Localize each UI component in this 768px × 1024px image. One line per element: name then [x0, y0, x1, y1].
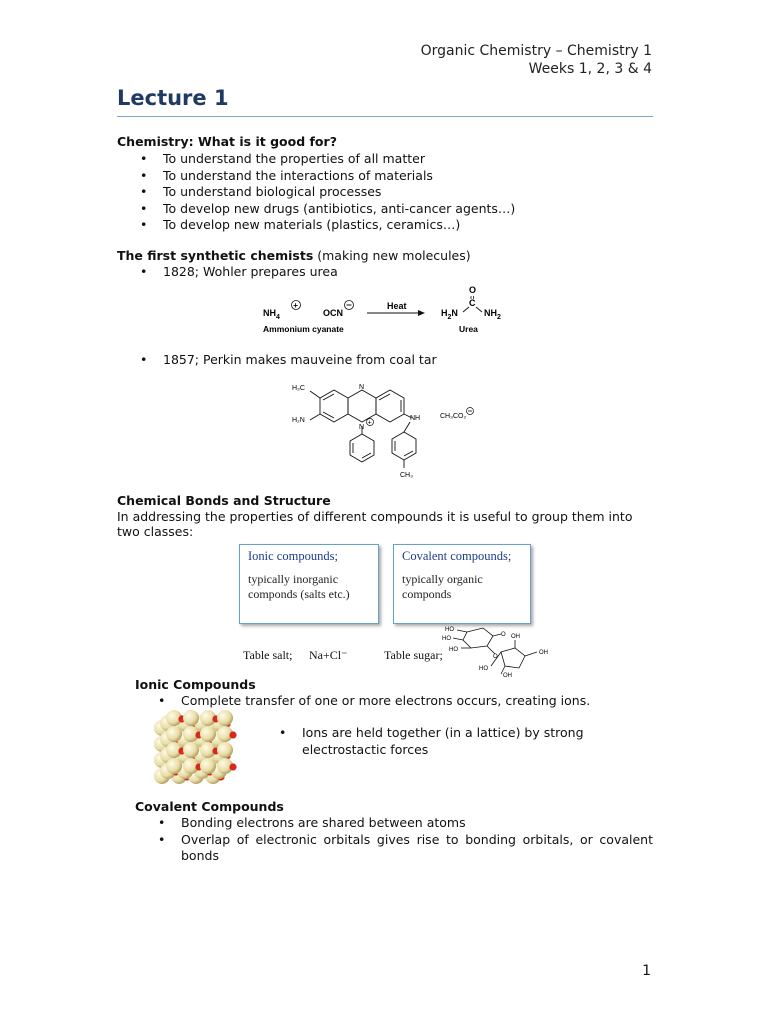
list-item: • To understand the properties of all matter	[117, 151, 657, 168]
svg-text:OH: OH	[539, 650, 548, 656]
label-ch3-top: H₃C	[292, 385, 305, 392]
covalent-box-title: Covalent compounds;	[402, 549, 512, 563]
list-item: • Ions are held together (in a lattice) by strong electrostactic forces	[256, 725, 636, 758]
product-nh2-right: $NH_2$	[484, 308, 501, 321]
label-acetate: CH₃CO₂	[440, 413, 467, 420]
page-number: 1	[642, 963, 651, 979]
header-weeks: Weeks 1, 2, 3 & 4	[528, 61, 652, 77]
ionic-list-1	[135, 693, 655, 710]
product-oxygen: O	[469, 285, 477, 295]
svg-text:O: O	[501, 632, 506, 638]
product-carbon: C	[469, 298, 476, 308]
table-salt-label: Table salt;	[243, 648, 293, 662]
section2-heading-rest: (making new molecules)	[313, 248, 471, 263]
list-item: • To develop new drugs (antibiotics, anti-cancer agents…)	[117, 201, 657, 218]
reactant-ammonium: $NH_4$	[263, 308, 280, 321]
svg-text:HO: HO	[445, 627, 454, 633]
section3-heading: Chemical Bonds and Structure	[117, 493, 331, 508]
svg-text:OH: OH	[503, 673, 512, 679]
list-item: • To understand biological processes	[117, 184, 657, 201]
label-n-plus: N	[359, 424, 365, 431]
section1-heading: Chemistry: What is it good for?	[117, 134, 337, 149]
product-nh2-left: $H_2N$	[441, 308, 458, 321]
svg-text:+: +	[367, 419, 372, 427]
section2-heading-bold: The first synthetic chemists	[117, 248, 314, 263]
section2-list-2	[117, 352, 657, 369]
page-title: Lecture 1	[117, 86, 229, 110]
svg-text:O: O	[493, 654, 498, 660]
svg-text:OH: OH	[511, 634, 520, 640]
ionic-box-title: Ionic compounds;	[248, 549, 338, 563]
list-item: • Overlap of electronic orbitals gives rise to bonding orbitals, or covalent bonds	[135, 832, 653, 865]
section2-heading	[117, 248, 471, 263]
list-item: • To develop new materials (plastics, ceramics…)	[117, 217, 657, 234]
covalent-box-line1: typically organic	[402, 572, 483, 586]
table-sugar-label: Table sugar;	[384, 648, 443, 662]
svg-text:HO: HO	[449, 647, 458, 653]
covalent-box	[393, 544, 531, 624]
list-item: • Complete transfer of one or more electrons occurs, creating ions.	[135, 693, 655, 710]
list-item: • To understand the interactions of materials	[117, 168, 657, 185]
section1-list	[117, 151, 657, 234]
covalent-heading: Covalent Compounds	[135, 799, 284, 814]
ionic-heading: Ionic Compounds	[135, 677, 256, 692]
ionic-box	[239, 544, 379, 624]
sucrose-structure-diagram	[441, 622, 555, 678]
list-item: • 1828; Wohler prepares urea	[117, 264, 657, 281]
nacl-formula: Na+Cl⁻	[309, 648, 348, 662]
list-item: • Bonding electrons are shared between atoms	[135, 815, 653, 832]
product-name: Urea	[459, 324, 478, 334]
section3-intro: In addressing the properties of different compounds it is useful to group them into two classes:	[117, 509, 633, 539]
reactant-name: Ammonium cyanate	[263, 324, 344, 334]
reactant-cyanate: OCN	[323, 308, 343, 318]
compound-classes-figure	[233, 540, 555, 680]
svg-text:HO: HO	[442, 636, 451, 642]
list-item: • 1857; Perkin makes mauveine from coal tar	[117, 352, 657, 369]
header-course: Organic Chemistry – Chemistry 1	[420, 43, 652, 59]
section2-list-1	[117, 264, 657, 281]
ionic-box-line2: componds (salts etc.)	[248, 587, 350, 601]
label-nh: NH	[410, 415, 421, 422]
ionic-lattice-image	[150, 714, 242, 796]
svg-text:+: +	[293, 301, 298, 310]
label-ch3-bottom: CH₃	[400, 472, 413, 479]
arrow-label: Heat	[387, 301, 407, 311]
ionic-box-line1: typically inorganic	[248, 572, 339, 586]
label-n-top: N	[359, 384, 365, 391]
covalent-list	[135, 815, 653, 865]
title-rule	[117, 116, 653, 117]
urea-reaction-diagram	[255, 285, 525, 338]
ionic-list-2	[256, 725, 636, 758]
mauveine-structure-diagram	[290, 378, 480, 483]
label-nh2: H₂N	[292, 417, 305, 424]
svg-text:HO: HO	[479, 666, 488, 672]
covalent-box-line2: componds	[402, 587, 452, 601]
